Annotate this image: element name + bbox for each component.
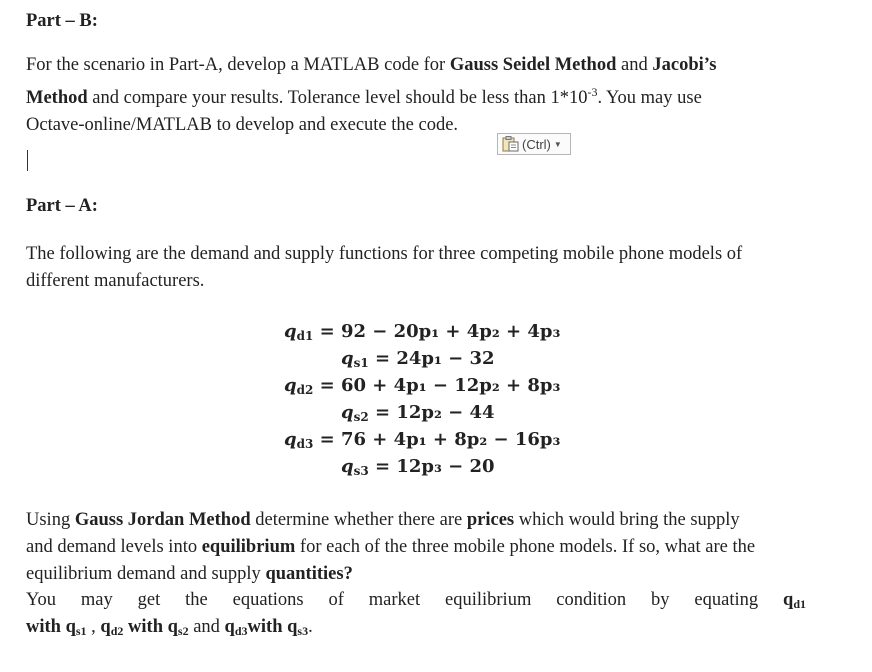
text-run: . You may use <box>597 88 702 109</box>
intro-line-1: The following are the demand and supply functions for three competing mobile phone models of <box>26 244 743 264</box>
equation-rhs: = 92 − 20p₁ + 4p₂ + 4p₃ <box>319 321 561 342</box>
equation-variable: q <box>284 321 297 342</box>
bold-text: Jacobi’s <box>652 55 717 75</box>
text-run: with q <box>123 617 178 637</box>
equation-variable <box>783 590 806 610</box>
text-cursor <box>27 150 28 171</box>
bold-text: Gauss Seidel Method <box>449 55 617 75</box>
bold-phrase <box>225 617 309 637</box>
text-run: and <box>616 55 653 75</box>
variable-subscript: d2 <box>110 624 124 638</box>
bold-text: prices <box>466 510 515 530</box>
variable-subscript: s3 <box>297 624 309 638</box>
text-run: determine whether there are <box>250 510 467 530</box>
part-b-heading: Part – B: <box>26 11 98 31</box>
variable-subscript: d1 <box>793 597 806 611</box>
equation-variable: q <box>341 456 354 477</box>
equation-subscript: d1 <box>296 329 314 343</box>
text-run: equilibrium demand and supply <box>26 564 266 584</box>
bold-text: Method <box>26 88 88 109</box>
part-b-line-1 <box>26 52 826 79</box>
question-paragraph <box>26 507 826 588</box>
equation-qs2 <box>341 402 495 424</box>
bold-text: quantities? <box>265 564 353 584</box>
equation-rhs: = 76 + 4p₁ + 8p₂ − 16p₃ <box>319 429 561 450</box>
variable-letter: q <box>783 590 794 610</box>
equation-variable: q <box>284 375 297 396</box>
bold-text: Gauss Jordan Method <box>74 510 251 530</box>
question-line-1 <box>26 507 826 534</box>
equation-rhs: = 60 + 4p₁ − 12p₂ + 8p₃ <box>319 375 561 396</box>
text-run: . <box>308 617 313 637</box>
part-b-line-3: Octave-online/MATLAB to develop and execute the code. <box>26 115 459 136</box>
text-run: and compare your results. Tolerance level should be less than 1*10 <box>87 88 588 109</box>
text-run: and demand levels into <box>26 537 202 557</box>
bold-text: equilibrium <box>201 537 296 557</box>
bold-phrase <box>26 617 87 637</box>
equation-qd3 <box>284 429 560 451</box>
equation-rhs: = 24p₁ − 32 <box>374 348 495 369</box>
text-run: Using <box>26 510 75 530</box>
variable-subscript: s1 <box>75 624 87 638</box>
text-run: For the scenario in Part-A, develop a MATLAB code for <box>26 55 450 75</box>
equation-subscript: d2 <box>296 383 314 397</box>
intro-line-2: different manufacturers. <box>26 271 205 291</box>
equation-rhs: = 12p₂ − 44 <box>374 402 495 423</box>
paste-options-label: (Ctrl) <box>522 136 551 152</box>
equation-variable: q <box>284 429 297 450</box>
clipboard-icon <box>502 136 520 152</box>
text-run: with q <box>26 617 76 637</box>
equation-variable: q <box>341 402 354 423</box>
question-line-3 <box>26 561 826 588</box>
paste-options-button[interactable] <box>497 133 571 155</box>
text-run: for each of the three mobile phone models. If so, what are the <box>295 537 756 557</box>
text-run: with q <box>247 617 298 637</box>
text-run: You may get the equations of market equilibrium condition by equating <box>26 590 759 610</box>
bold-phrase <box>100 617 188 637</box>
text-run: and <box>188 617 225 637</box>
text-run: which would bring the supply <box>514 510 740 530</box>
equation-subscript: s2 <box>353 410 369 424</box>
equation-qs3 <box>341 456 495 478</box>
exponent: -3 <box>587 85 598 99</box>
question-line-2 <box>26 534 826 561</box>
text-run: , <box>86 617 101 637</box>
part-b-line-2 <box>26 79 826 112</box>
equation-rhs: = 12p₃ − 20 <box>374 456 495 477</box>
equation-qs1 <box>341 348 495 370</box>
part-a-heading: Part – A: <box>26 196 98 216</box>
part-a-intro <box>26 241 826 295</box>
question-line-5 <box>26 614 826 645</box>
equation-subscript: s3 <box>353 464 369 478</box>
equation-subscript: d3 <box>296 437 314 451</box>
variable-subscript: s2 <box>177 624 189 638</box>
chevron-down-icon: ▼ <box>553 139 562 149</box>
equation-qd2 <box>284 375 560 397</box>
variable-subscript: d3 <box>234 624 248 638</box>
equation-subscript: s1 <box>353 356 369 370</box>
part-b-paragraph <box>26 52 826 139</box>
equation-qd1 <box>284 321 560 343</box>
equation-variable: q <box>341 348 354 369</box>
variable-letter: q <box>224 617 235 637</box>
variable-letter: q <box>100 617 111 637</box>
